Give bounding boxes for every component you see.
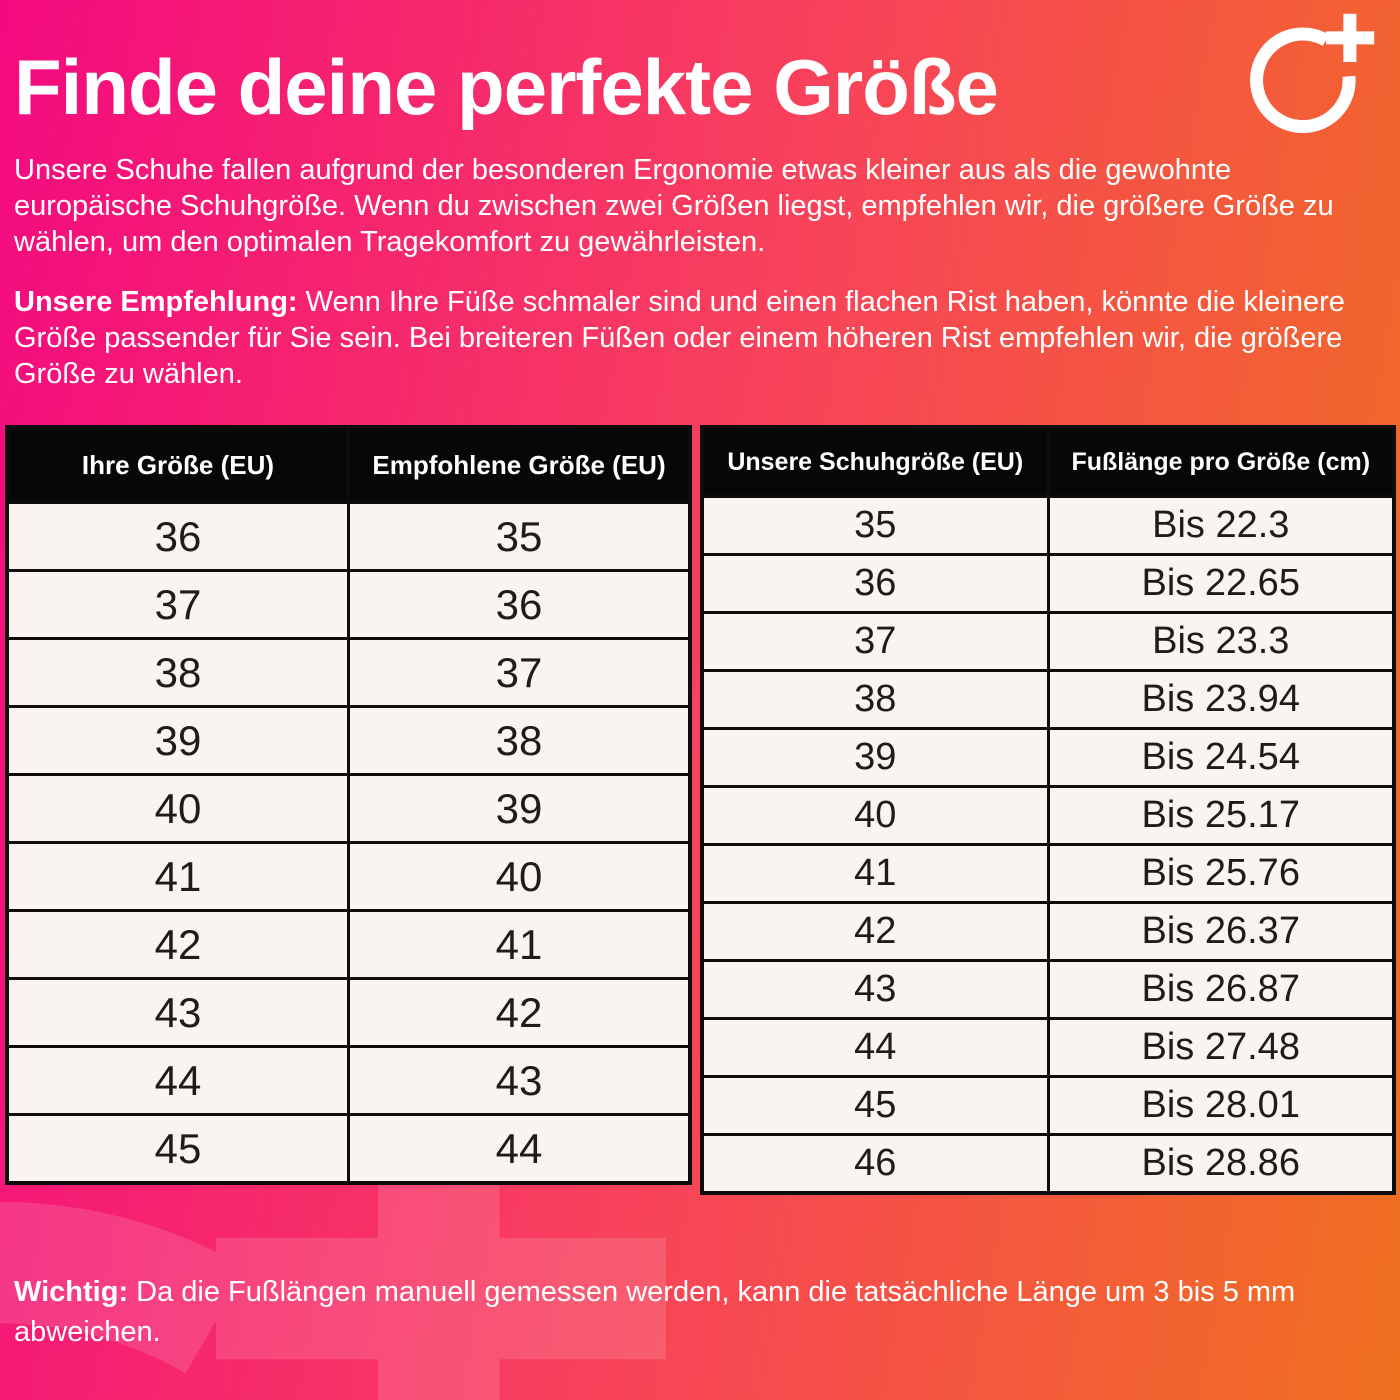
table-row <box>702 555 1394 613</box>
table-cell: 40 <box>7 775 349 843</box>
table-row <box>702 1019 1394 1077</box>
size-conversion-table <box>5 425 692 1185</box>
table-cell: Bis 22.3 <box>1048 497 1394 555</box>
table-cell: Bis 28.01 <box>1048 1077 1394 1135</box>
important-text: Da die Fußlängen manuell gemessen werden, kann die tatsächliche Länge um 3 bis 5 mm abweichen. <box>14 1276 1296 1348</box>
page-title: Finde deine perfekte Größe <box>14 43 998 131</box>
column-header: Unsere Schuhgröße (EU) <box>702 427 1048 497</box>
table-cell: 45 <box>702 1077 1048 1135</box>
table-row <box>702 845 1394 903</box>
table-cell: 42 <box>702 903 1048 961</box>
table-row <box>7 775 690 843</box>
table-cell: 38 <box>7 639 349 707</box>
table-cell: 42 <box>7 911 349 979</box>
table-cell: 35 <box>702 497 1048 555</box>
important-note <box>14 1272 1374 1352</box>
table-row <box>7 843 690 911</box>
table-cell: 41 <box>702 845 1048 903</box>
table-cell: 37 <box>7 571 349 639</box>
table-cell: 39 <box>349 775 691 843</box>
table-row <box>702 729 1394 787</box>
length-table-header <box>702 427 1394 497</box>
table-cell: Bis 23.94 <box>1048 671 1394 729</box>
recommendation-text: Wenn Ihre Füße schmaler sind und einen flachen Rist haben, könnte die kleinere Größe passender für Sie sein. Bei breiteren Füßen oder einem höheren Rist empfehlen wir, die größere Größe zu wählen. <box>14 286 1345 390</box>
column-header: Fußlänge pro Größe (cm) <box>1048 427 1394 497</box>
table-cell: 38 <box>349 707 691 775</box>
table-row <box>702 787 1394 845</box>
table-cell: 42 <box>349 979 691 1047</box>
table-row <box>702 1135 1394 1194</box>
table-cell: Bis 27.48 <box>1048 1019 1394 1077</box>
table-cell: 37 <box>349 639 691 707</box>
table-cell: 44 <box>702 1019 1048 1077</box>
table-cell: Bis 26.87 <box>1048 961 1394 1019</box>
table-row <box>702 613 1394 671</box>
table-row <box>702 1077 1394 1135</box>
table-row <box>7 979 690 1047</box>
important-label: Wichtig: <box>14 1276 129 1308</box>
circle-plus-logo-icon <box>1245 8 1380 143</box>
intro-paragraph: Unsere Schuhe fallen aufgrund der besonderen Ergonomie etwas kleiner aus als die gewohnte europäische Schuhgröße. Wenn du zwischen zwei Größen liegst, empfehlen wir, die größere Größe zu wählen, um den optimalen Tragekomfort zu gewährleisten. <box>14 154 1334 258</box>
column-header: Empfohlene Größe (EU) <box>349 427 691 503</box>
table-row <box>7 1047 690 1115</box>
table-cell: 40 <box>702 787 1048 845</box>
table-cell: 36 <box>702 555 1048 613</box>
table-cell: 39 <box>7 707 349 775</box>
table-cell: 46 <box>702 1135 1048 1194</box>
recommendation-paragraph <box>14 284 1392 392</box>
table-row <box>702 671 1394 729</box>
table-cell: 41 <box>349 911 691 979</box>
table-cell: 37 <box>702 613 1048 671</box>
table-row <box>7 1115 690 1184</box>
table-cell: 44 <box>349 1115 691 1184</box>
table-cell: 43 <box>702 961 1048 1019</box>
table-cell: 36 <box>349 571 691 639</box>
table-cell: 39 <box>702 729 1048 787</box>
table-cell: Bis 28.86 <box>1048 1135 1394 1194</box>
table-cell: 41 <box>7 843 349 911</box>
table-row <box>702 497 1394 555</box>
table-cell: 40 <box>349 843 691 911</box>
table-cell: 36 <box>7 503 349 571</box>
table-cell: 38 <box>702 671 1048 729</box>
table-row <box>7 911 690 979</box>
table-cell: 35 <box>349 503 691 571</box>
table-cell: 43 <box>349 1047 691 1115</box>
table-cell: 43 <box>7 979 349 1047</box>
table-cell: Bis 25.76 <box>1048 845 1394 903</box>
table-cell: Bis 22.65 <box>1048 555 1394 613</box>
table-row <box>7 639 690 707</box>
table-cell: 44 <box>7 1047 349 1115</box>
foot-length-table <box>700 425 1396 1195</box>
table-row <box>702 903 1394 961</box>
table-row <box>7 571 690 639</box>
table-cell: Bis 25.17 <box>1048 787 1394 845</box>
table-cell: Bis 23.3 <box>1048 613 1394 671</box>
size-table-header <box>7 427 690 503</box>
table-row <box>702 961 1394 1019</box>
table-row <box>7 707 690 775</box>
table-cell: Bis 26.37 <box>1048 903 1394 961</box>
column-header: Ihre Größe (EU) <box>7 427 349 503</box>
recommendation-label: Unsere Empfehlung: <box>14 286 298 318</box>
table-cell: Bis 24.54 <box>1048 729 1394 787</box>
table-row <box>7 503 690 571</box>
table-cell: 45 <box>7 1115 349 1184</box>
